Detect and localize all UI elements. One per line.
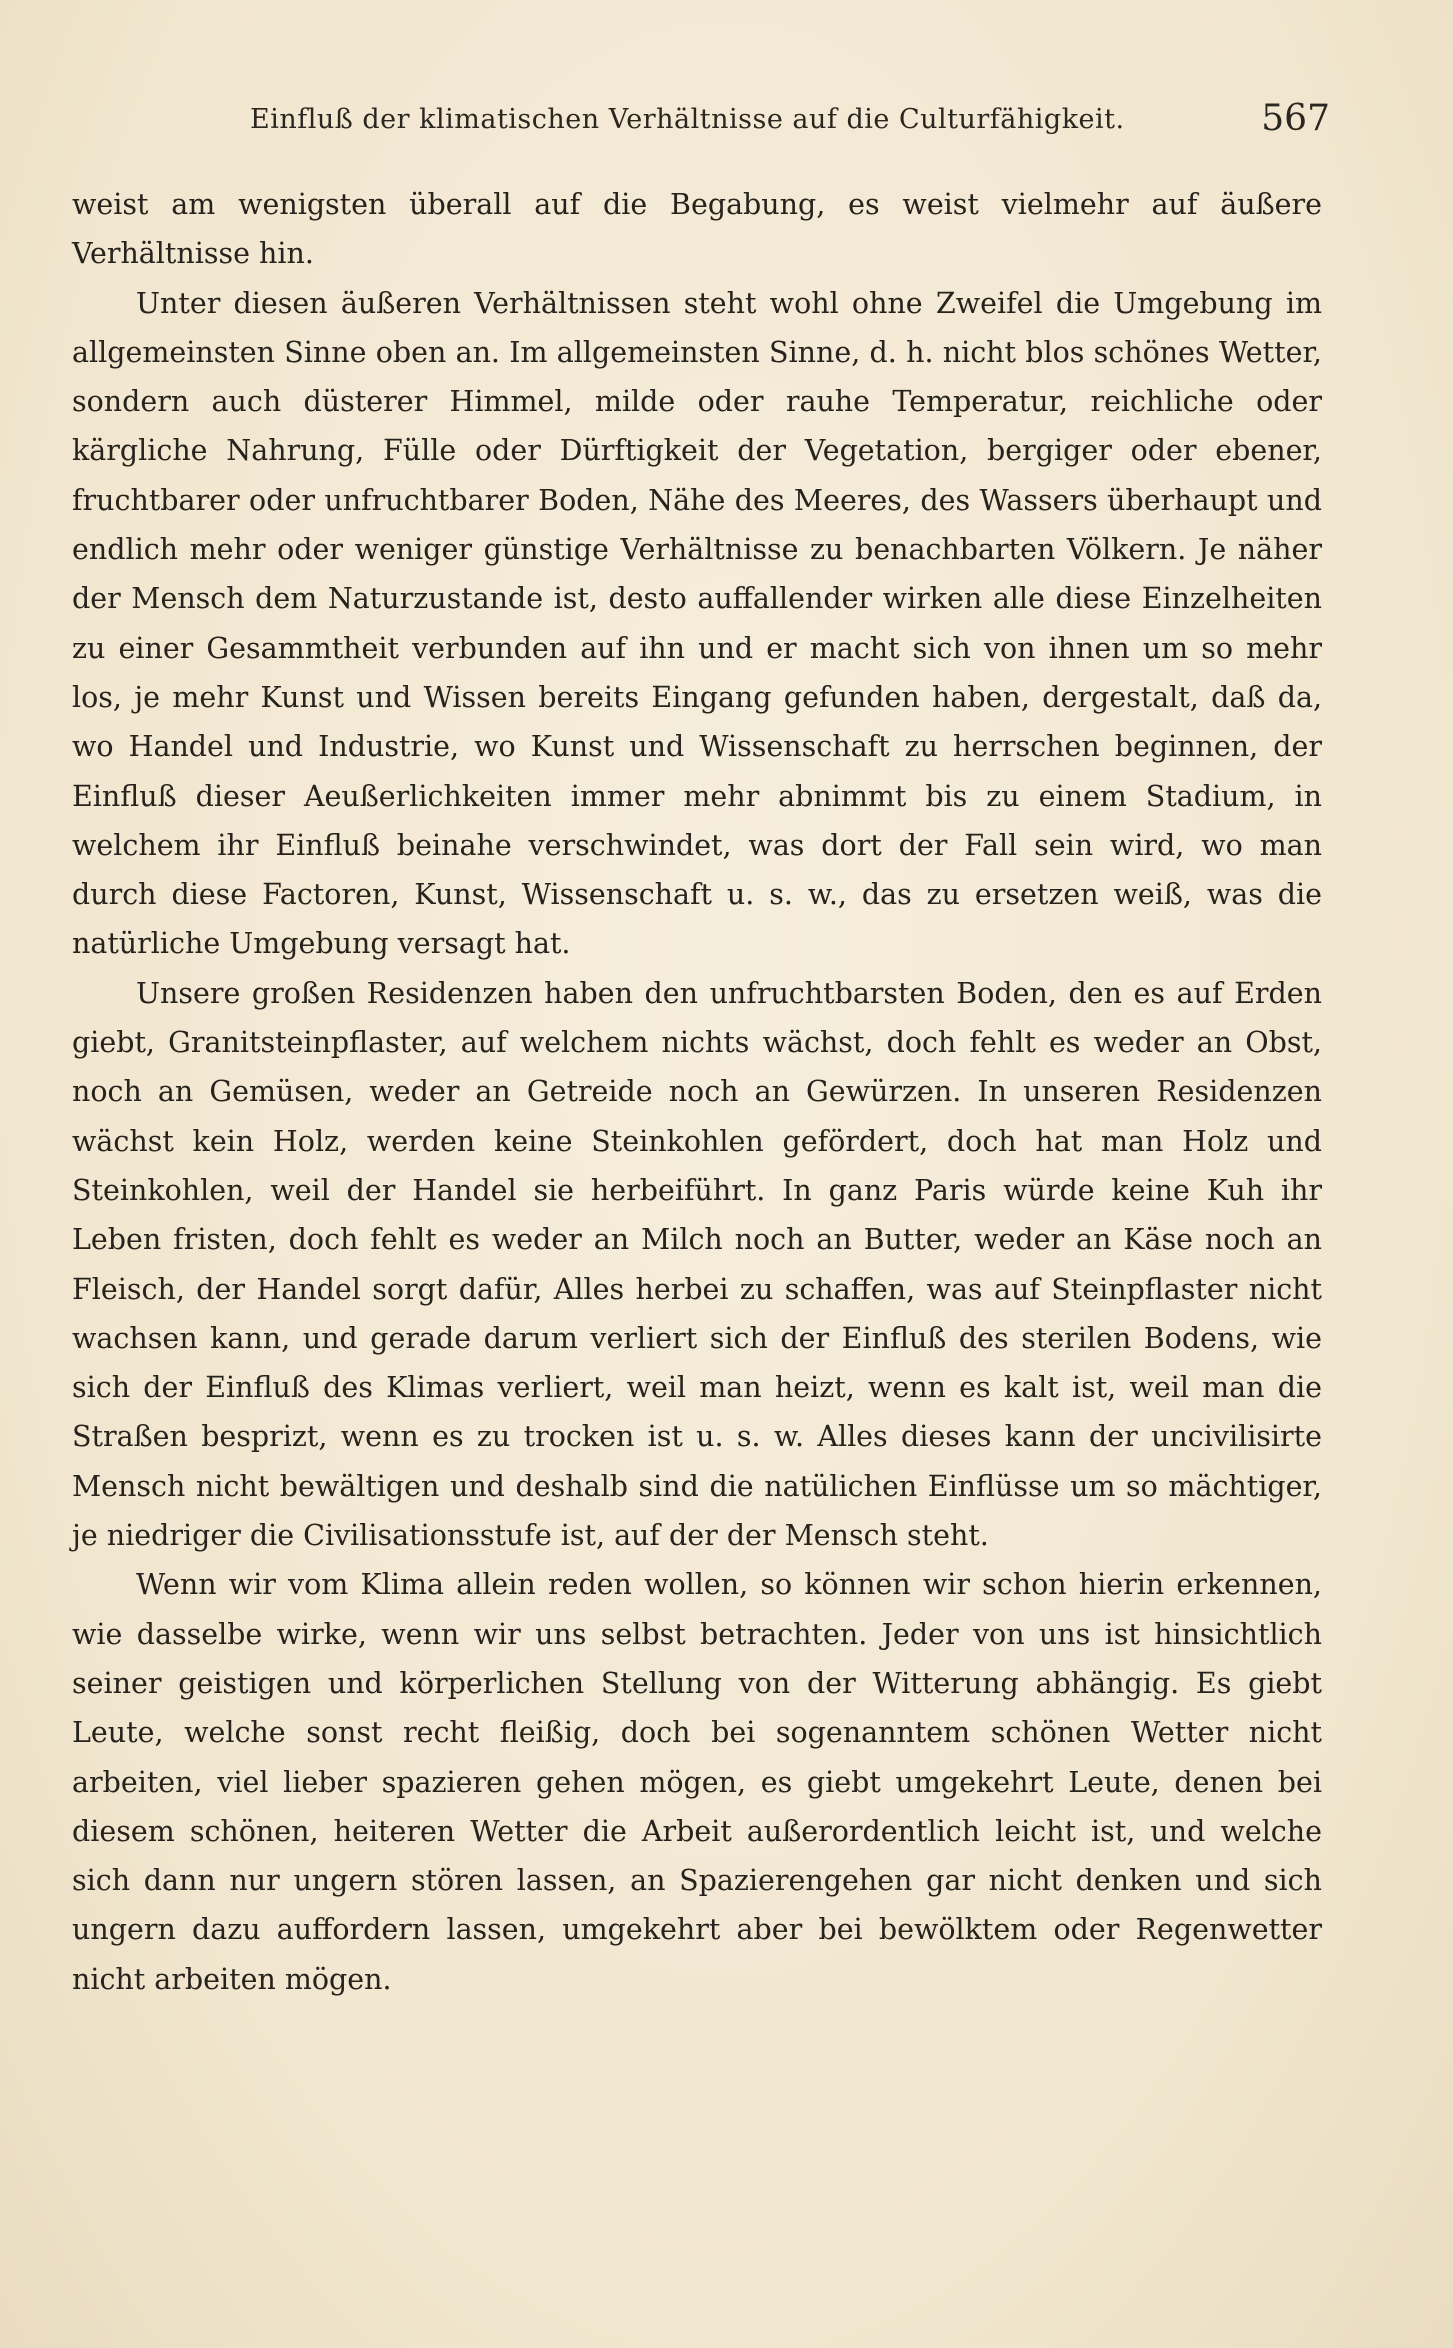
page-header [250, 98, 1330, 146]
paragraph: Wenn wir vom Klima allein reden wollen, so können wir schon hierin erkennen, wie dasselbe wirke, wenn wir uns selbst betrachten. Jeder von uns ist hinsichtlich seiner geistigen und körperlichen Stellung von der Witterung abhängig. Es giebt Leute, welche sonst recht fleißig, doch bei sogenanntem schönen Wetter nicht arbeiten, viel lieber spazieren gehen mögen, es giebt umgekehrt Leute, denen bei diesem schönen, heiteren Wetter die Arbeit außerordentlich leicht ist, und welche sich dann nur ungern stören lassen, an Spazierengehen gar nicht denken und sich ungern dazu auffordern lassen, umgekehrt aber bei bewölktem oder Regenwetter nicht arbeiten mögen. [72, 1568, 1322, 1996]
page-number: 567 [1261, 98, 1330, 139]
paragraph: Unsere großen Residenzen haben den unfruchtbarsten Boden, den es auf Erden giebt, Granitsteinpflaster, auf welchem nichts wächst, doch fehlt es weder an Obst, noch an Gemüsen, weder an Getreide noch an Gewürzen. In unseren Residenzen wächst kein Holz, werden keine Steinkohlen gefördert, doch hat man Holz und Steinkohlen, weil der Handel sie herbeiführt. In ganz Paris würde keine Kuh ihr Leben fristen, doch fehlt es weder an Milch noch an Butter, weder an Käse noch an Fleisch, der Handel sorgt dafür, Alles herbei zu schaffen, was auf Steinpflaster nicht wachsen kann, und gerade darum verliert sich der Einfluß des sterilen Bodens, wie sich der Einfluß des Klimas verliert, weil man heizt, wenn es kalt ist, weil man die Straßen besprizt, wenn es zu trocken ist u. s. w. Alles dieses kann der uncivilisirte Mensch nicht bewältigen und deshalb sind die natülichen Einflüsse um so mächtiger, je niedriger die Civilisationsstufe ist, auf der der Mensch steht. [72, 976, 1322, 1553]
paragraph-continued: weist am wenigsten überall auf die Begabung, es weist vielmehr auf äußere Verhältnisse hin. [72, 188, 1322, 271]
running-head: Einfluß der klimatischen Verhältnisse auf die Culturfähigkeit. [250, 104, 1125, 135]
paragraph: Unter diesen äußeren Verhältnissen steht wohl ohne Zweifel die Umgebung im allgemeinsten Sinne oben an. Im allgemeinsten Sinne, d. h. nicht blos schönes Wetter, sondern auch düsterer Himmel, milde oder rauhe Temperatur, reichliche oder kärgliche Nahrung, Fülle oder Dürftigkeit der Vegetation, bergiger oder ebener, fruchtbarer oder unfruchtbarer Boden, Nähe des Meeres, des Wassers überhaupt und endlich mehr oder weniger günstige Verhältnisse zu benachbarten Völkern. Je näher der Mensch dem Naturzustande ist, desto auffallender wirken alle diese Einzelheiten zu einer Gesammtheit verbunden auf ihn und er macht sich von ihnen um so mehr los, je mehr Kunst und Wissen bereits Eingang gefunden haben, dergestalt, daß da, wo Handel und Industrie, wo Kunst und Wissenschaft zu herrschen beginnen, der Einfluß dieser Aeußerlichkeiten immer mehr abnimmt bis zu einem Stadium, in welchem ihr Einfluß beinahe verschwindet, was dort der Fall sein wird, wo man durch diese Factoren, Kunst, Wissenschaft u. s. w., das zu ersetzen weiß, was die natürliche Umgebung versagt hat. [72, 286, 1322, 961]
body-text [72, 180, 1322, 2004]
